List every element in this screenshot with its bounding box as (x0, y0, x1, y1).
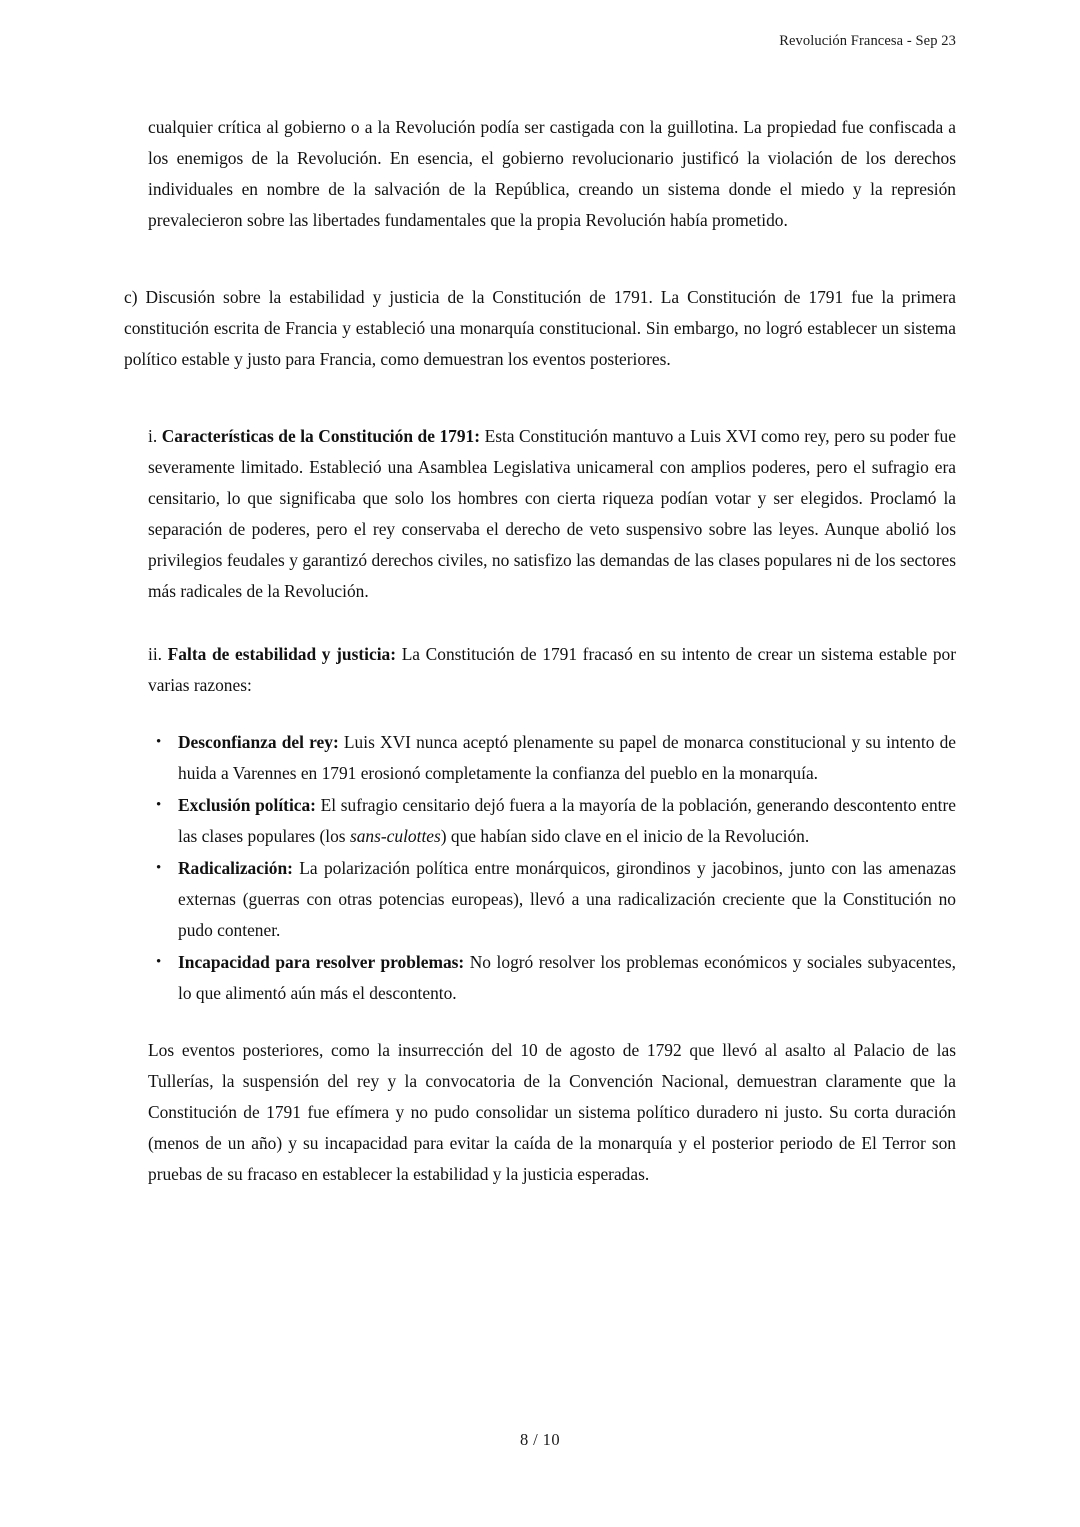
page-content (124, 112, 956, 1190)
bullet-title: Desconfianza del rey: (178, 732, 339, 752)
paragraph-conclusion: Los eventos posteriores, como la insurrección del 10 de agosto de 1792 que llevó al asalto al Palacio de las Tullerías, la suspensión del rey y la convocatoria de la Convención Nacional, demuestran claramente que la Constitución de 1791 fue efímera y no pudo consolidar un sistema político duradero ni justo. Su corta duración (menos de un año) y su incapacidad para evitar la caída de la monarquía y el posterior periodo de El Terror son pruebas de su fracaso en establecer la estabilidad y la justicia esperadas. (148, 1040, 956, 1184)
list-item (148, 853, 956, 946)
bullet-text-before: El sufragio censitario dejó fuera a la mayoría de la población, generando descontento entre las clases populares (los (178, 795, 956, 846)
bullet-list (124, 727, 956, 1009)
list-marker-ii: ii. (148, 644, 163, 664)
bullet-emphasis: sans-culottes (349, 826, 441, 846)
bullet-title: Exclusión política: (178, 795, 316, 815)
list-item-ii (148, 639, 956, 701)
running-head: Revolución Francesa - Sep 23 (779, 33, 956, 49)
bullet-text: No logró resolver los problemas económicos y sociales subyacentes, lo que alimentó aún más el descontento. (178, 952, 956, 1003)
paragraph-continuation: cualquier crítica al gobierno o a la Revolución podía ser castigada con la guillotina. La propiedad fue confiscada a los enemigos de la Revolución. En esencia, el gobierno revolucionario justificó la violación de los derechos individuales en nombre de la salvación de la República, creando un sistema donde el miedo y la represión prevalecieron sobre las libertades fundamentales que la propia Revolución había prometido. (148, 117, 956, 230)
list-item-i-text: Esta Constitución mantuvo a Luis XVI como rey, pero su poder fue severamente limitado. Estableció una Asamblea Legislativa unicameral con amplios poderes, pero el sufragio era censitario, lo que significaba que solo los hombres con cierta riqueza podían votar y ser elegidos. Proclamó la separación de poderes, pero el rey conservaba el derecho de veto suspensivo sobre las leyes. Aunque abolió los privilegios feudales y garantizó derechos civiles, no satisfizo las demandas de las clases populares ni de los sectores más radicales de la Revolución. (148, 426, 956, 601)
bullet-text: Luis XVI nunca aceptó plenamente su papel de monarca constitucional y su intento de huida a Varennes en 1791 erosionó completamente la confianza del pueblo en la monarquía. (178, 732, 956, 783)
list-item (148, 947, 956, 1009)
list-marker-i: i. (148, 426, 158, 446)
bullet-title: Incapacidad para resolver problemas: (178, 952, 465, 972)
list-item (148, 790, 956, 852)
list-item-i (148, 421, 956, 607)
list-item-i-title: Características de la Constitución de 1791: (161, 426, 481, 446)
list-item-ii-title: Falta de estabilidad y justicia: (167, 644, 397, 664)
list-item (148, 727, 956, 789)
bullet-text-after: ) que habían sido clave en el inicio de la Revolución. (440, 826, 810, 846)
page-number: 8 / 10 (520, 1430, 560, 1449)
bullet-title: Radicalización: (178, 858, 293, 878)
paragraph-section-c: c) Discusión sobre la estabilidad y justicia de la Constitución de 1791. La Constitución de 1791 fue la primera constitución escrita de Francia y estableció una monarquía constitucional. Sin embargo, no logró establecer un sistema político estable y justo para Francia, como demuestran los eventos posteriores. (124, 287, 956, 369)
bullet-text: La polarización política entre monárquicos, girondinos y jacobinos, junto con las amenazas externas (guerras con otras potencias europeas), llevó a una radicalización creciente que la Constitución no pudo contener. (178, 858, 956, 940)
list-item-ii-text: La Constitución de 1791 fracasó en su intento de crear un sistema estable por varias razones: (148, 644, 957, 695)
